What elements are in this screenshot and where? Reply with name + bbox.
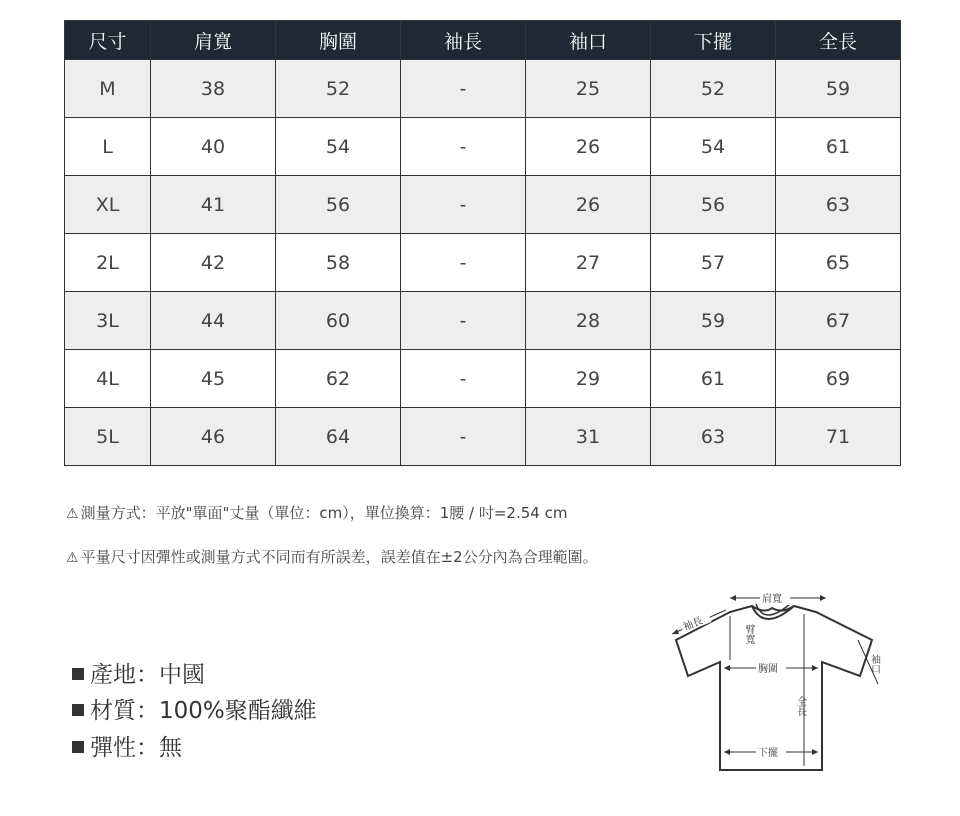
label-shoulder: 肩寬 <box>762 594 782 605</box>
square-bullet-icon <box>72 668 84 680</box>
table-cell: 42 <box>151 234 276 292</box>
table-cell: 27 <box>526 234 651 292</box>
table-cell: 26 <box>526 176 651 234</box>
arrowhead <box>724 665 730 671</box>
measurement-note-text: 測量方式：平放"單面"丈量（單位：cm），單位換算：1腰 / 吋=2.54 cm <box>80 504 568 522</box>
table-cell: - <box>401 60 526 118</box>
table-cell: 31 <box>526 408 651 466</box>
label-arm-width: 臂寬 <box>734 624 754 635</box>
label-chest: 胸圍 <box>758 664 778 675</box>
header-size: 尺寸 <box>65 21 151 60</box>
table-row <box>65 408 901 466</box>
table-cell: 46 <box>151 408 276 466</box>
table-row <box>65 292 901 350</box>
table-cell: 61 <box>776 118 901 176</box>
label-hem: 下擺 <box>758 748 778 759</box>
table-cell: - <box>401 292 526 350</box>
square-bullet-icon <box>72 704 84 716</box>
header-hem: 下擺 <box>651 21 776 60</box>
spec-origin-text: 產地：中國 <box>90 662 205 688</box>
spec-material <box>72 692 317 725</box>
table-cell: 61 <box>651 350 776 408</box>
table-row <box>65 118 901 176</box>
table-cell: 4L <box>65 350 151 408</box>
table-cell: 69 <box>776 350 901 408</box>
header-sleeve-length: 袖長 <box>401 21 526 60</box>
table-cell: 38 <box>151 60 276 118</box>
table-cell: - <box>401 118 526 176</box>
table-cell: 63 <box>776 176 901 234</box>
table-cell: 71 <box>776 408 901 466</box>
measurement-note <box>66 502 567 523</box>
table-cell: 25 <box>526 60 651 118</box>
table-cell: 40 <box>151 118 276 176</box>
table-cell: 62 <box>276 350 401 408</box>
header-cuff: 袖口 <box>526 21 651 60</box>
table-cell: M <box>65 60 151 118</box>
spec-elasticity <box>72 729 182 762</box>
table-cell: 54 <box>651 118 776 176</box>
square-bullet-icon <box>72 741 84 753</box>
label-cuff: 袖口 <box>868 654 880 674</box>
table-cell: 63 <box>651 408 776 466</box>
header-total-length: 全長 <box>776 21 901 60</box>
table-row <box>65 60 901 118</box>
tolerance-note <box>66 546 598 567</box>
table-cell: 3L <box>65 292 151 350</box>
table-cell: 52 <box>651 60 776 118</box>
table-cell: 67 <box>776 292 901 350</box>
table-row <box>65 176 901 234</box>
table-cell: 5L <box>65 408 151 466</box>
arrowhead <box>812 749 818 755</box>
table-cell: 2L <box>65 234 151 292</box>
table-header-row <box>65 21 901 60</box>
table-cell: 28 <box>526 292 651 350</box>
arrowhead <box>730 595 736 601</box>
tolerance-note-text: 平量尺寸因彈性或測量方式不同而有所誤差，誤差值在±2公分內為合理範圍。 <box>80 548 598 566</box>
table-cell: 64 <box>276 408 401 466</box>
table-cell: 59 <box>776 60 901 118</box>
table-cell: 60 <box>276 292 401 350</box>
table-cell: 54 <box>276 118 401 176</box>
spec-material-text: 材質：100%聚酯纖維 <box>90 698 317 724</box>
table-cell: 44 <box>151 292 276 350</box>
table-cell: - <box>401 176 526 234</box>
table-cell: 26 <box>526 118 651 176</box>
table-cell: - <box>401 350 526 408</box>
table-cell: 29 <box>526 350 651 408</box>
table-cell: 45 <box>151 350 276 408</box>
label-sleeve-length: 袖長 <box>681 615 705 634</box>
table-cell: 59 <box>651 292 776 350</box>
label-total-length: 全長 <box>794 696 806 716</box>
warning-triangle-icon: ⚠ <box>66 506 79 522</box>
table-cell: 57 <box>651 234 776 292</box>
arrowhead <box>672 629 679 634</box>
table-cell: 41 <box>151 176 276 234</box>
size-table <box>64 20 901 466</box>
spec-origin <box>72 656 205 689</box>
table-cell: - <box>401 234 526 292</box>
arrowhead <box>812 665 818 671</box>
table-cell: XL <box>65 176 151 234</box>
table-cell: 58 <box>276 234 401 292</box>
table-cell: L <box>65 118 151 176</box>
spec-elasticity-text: 彈性：無 <box>90 735 182 761</box>
table-cell: 56 <box>651 176 776 234</box>
header-shoulder: 肩寬 <box>151 21 276 60</box>
arrowhead <box>724 749 730 755</box>
table-cell: - <box>401 408 526 466</box>
table-row <box>65 234 901 292</box>
table-cell: 56 <box>276 176 401 234</box>
table-cell: 65 <box>776 234 901 292</box>
tshirt-measurement-diagram <box>664 588 892 778</box>
arrowhead <box>820 595 826 601</box>
table-row <box>65 350 901 408</box>
table-cell: 52 <box>276 60 401 118</box>
header-chest: 胸圍 <box>276 21 401 60</box>
warning-triangle-icon: ⚠ <box>66 550 79 566</box>
